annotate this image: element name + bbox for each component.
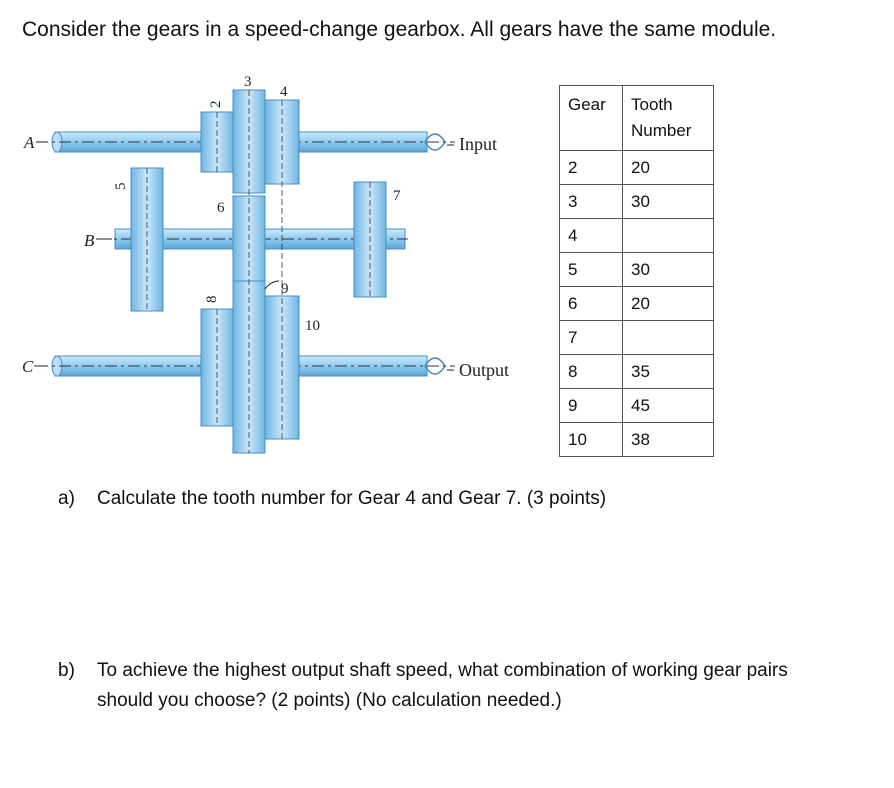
question-a-label: a)	[58, 488, 75, 509]
table-row: 3 30	[560, 185, 714, 219]
tooth-number-table	[559, 85, 714, 457]
output-label: Output	[459, 360, 510, 380]
gear-label-5: 5	[113, 182, 129, 190]
gear-label-9: 9	[281, 281, 289, 297]
table-row: 8 35	[560, 355, 714, 389]
gearbox-diagram	[0, 0, 560, 470]
shaft-label-c: C	[22, 357, 34, 376]
input-label: Input	[459, 134, 497, 154]
table-row: 7	[560, 321, 714, 355]
question-a	[58, 484, 878, 516]
question-b	[58, 656, 878, 720]
header-gear: Gear	[560, 86, 623, 151]
table-row: 5 30	[560, 253, 714, 287]
gear-3	[233, 90, 265, 193]
problem-intro: Consider the gears in a speed-change gearbox. All gears have the same module.	[22, 18, 777, 41]
table-row: 9 45	[560, 389, 714, 423]
question-b-text: To achieve the highest output shaft speed, what combination of working gear pairs should you choose? (2 points) (No calculation needed.)	[97, 660, 788, 711]
table-row: 6 20	[560, 287, 714, 321]
shaft-label-a: A	[24, 133, 35, 152]
table-row: 4	[560, 219, 714, 253]
header-tooth-number: Tooth Number	[623, 86, 714, 151]
table-row: 10 38	[560, 423, 714, 457]
question-a-text: Calculate the tooth number for Gear 4 and Gear 7. (3 points)	[97, 488, 607, 509]
table-row: 2 20	[560, 151, 714, 185]
gear-label-4: 4	[280, 84, 288, 100]
gear-label-3: 3	[244, 74, 252, 90]
table-header-row	[560, 86, 714, 151]
shaft-label-b: B	[84, 231, 95, 250]
gear-label-7: 7	[393, 188, 401, 204]
gear-label-6: 6	[217, 200, 225, 216]
question-b-label: b)	[58, 660, 75, 681]
gear-label-10: 10	[305, 318, 320, 334]
gear-label-8: 8	[204, 295, 220, 303]
gear-label-2: 2	[208, 100, 224, 108]
